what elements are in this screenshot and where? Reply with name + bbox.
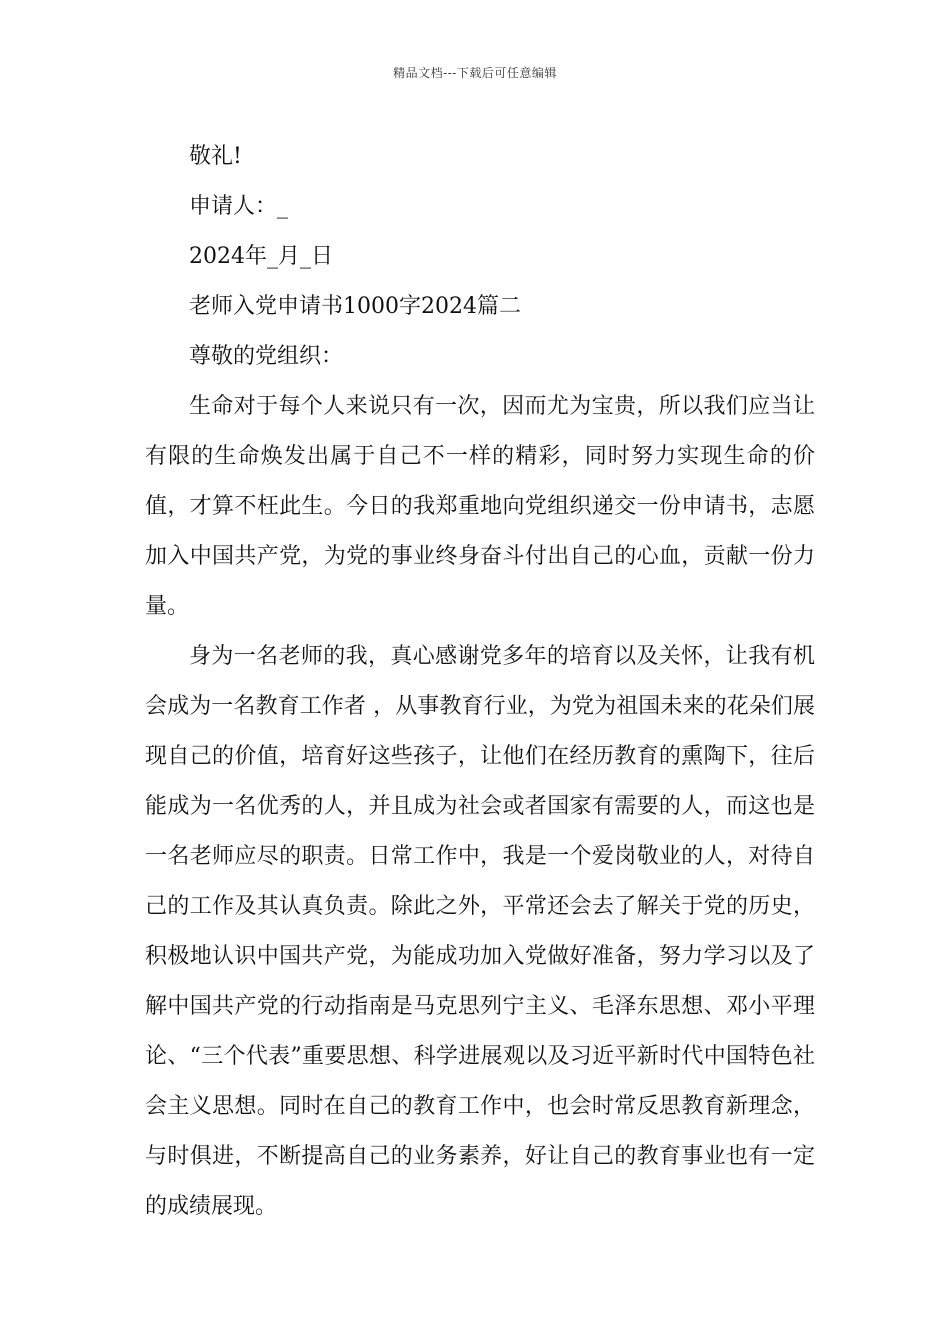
salutation-line: 尊敬的党组织： <box>189 344 344 369</box>
paragraph-1: 生命对于每个人来说只有一次，因而尤为宝贵，所以我们应当让有限的生命焕发出属于自己不一样的精彩，同时努力实现生命的价值，才算不枉此生。今日的我郑重地向党组织递交一份申请书，志愿加入中国共产党，为党的事业终身奋斗付出自己的心血，贡献一份力量。 <box>145 394 815 619</box>
section-title: 老师入党申请书1000字2024篇二 <box>189 294 521 319</box>
applicant-line: 申请人：_ <box>189 194 289 219</box>
closing-line: 敬礼! <box>189 144 242 169</box>
paragraph-2: 身为一名老师的我，真心感谢党多年的培育以及关怀，让我有机会成为一名教育工作者 ，从事教育行业，为党为祖国未来的花朵们展现自己的价值，培育好这些孩子，让他们在经历教育的熏陶下，往后能成为一名优秀的人，并且成为社会或者国家有需要的人，而这也是一名老师应尽的职责。日常工作中，我是一个爱岗敬业的人，对待自己的工作及其认真负责。除此之外，平常还会去了解关于党的历史，积极地认识中国共产党，为能成功加入党做好准备，努力学习以及了解中国共产党的行动指南是马克思列宁主义、毛泽东思想、邓小平理论、“三个代表”重要思想、科学进展观以及习近平新时代中国特色社会主义思想。同时在自己的教育工作中，也会时常反思教育新理念，与时俱进，不断提高自己的业务素养，好让自己的教育事业也有一定的成绩展现。 <box>145 644 815 1219</box>
document-body <box>145 132 815 1232</box>
page-header: 精品文档---下载后可任意编辑 <box>393 66 557 80</box>
date-line: 2024年_月_日 <box>189 244 333 269</box>
